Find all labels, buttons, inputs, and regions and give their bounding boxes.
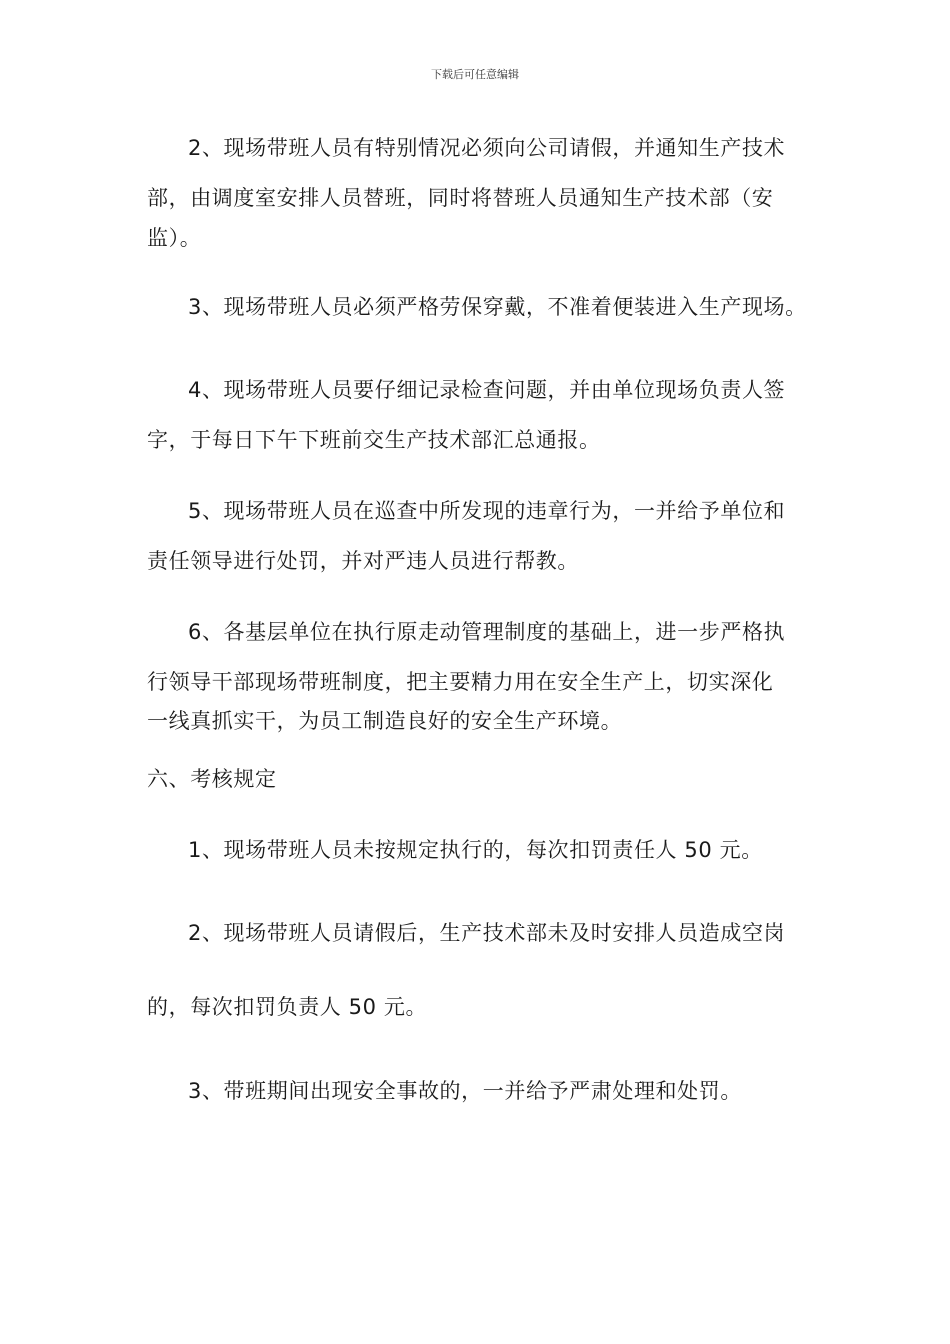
- rule-2-line-1: 2、现场带班人员请假后，生产技术部未及时安排人员造成空岗: [188, 921, 786, 945]
- rule-3-line-1: 3、带班期间出现安全事故的，一并给予严肃处理和处罚。: [188, 1079, 742, 1103]
- paragraph-6-line-3: 一线真抓实干，为员工制造良好的安全生产环境。: [147, 709, 623, 733]
- paragraph-2-line-3: 监）。: [147, 226, 202, 250]
- paragraph-6-line-2: 行领导干部现场带班制度，把主要精力用在安全生产上，切实深化: [147, 670, 774, 694]
- page-header: 下载后可任意编辑: [431, 68, 519, 81]
- paragraph-4-line-1: 4、现场带班人员要仔细记录检查问题，并由单位现场负责人签: [188, 378, 786, 402]
- section-heading: 六、考核规定: [147, 767, 277, 791]
- paragraph-5-line-1: 5、现场带班人员在巡查中所发现的违章行为，一并给予单位和: [188, 499, 786, 523]
- paragraph-2-line-1: 2、现场带班人员有特别情况必须向公司请假，并通知生产技术: [188, 136, 786, 160]
- paragraph-5-line-2: 责任领导进行处罚，并对严违人员进行帮教。: [147, 549, 579, 573]
- rule-2-line-2: 的，每次扣罚负责人 50 元。: [147, 995, 428, 1019]
- paragraph-6-line-1: 6、各基层单位在执行原走动管理制度的基础上，进一步严格执: [188, 620, 786, 644]
- paragraph-4-line-2: 字，于每日下午下班前交生产技术部汇总通报。: [147, 428, 601, 452]
- rule-1-line-1: 1、现场带班人员未按规定执行的，每次扣罚责任人 50 元。: [188, 838, 763, 862]
- paragraph-2-line-2: 部，由调度室安排人员替班，同时将替班人员通知生产技术部（安: [147, 186, 774, 210]
- paragraph-3-line-1: 3、现场带班人员必须严格劳保穿戴，不准着便装进入生产现场。: [188, 295, 807, 319]
